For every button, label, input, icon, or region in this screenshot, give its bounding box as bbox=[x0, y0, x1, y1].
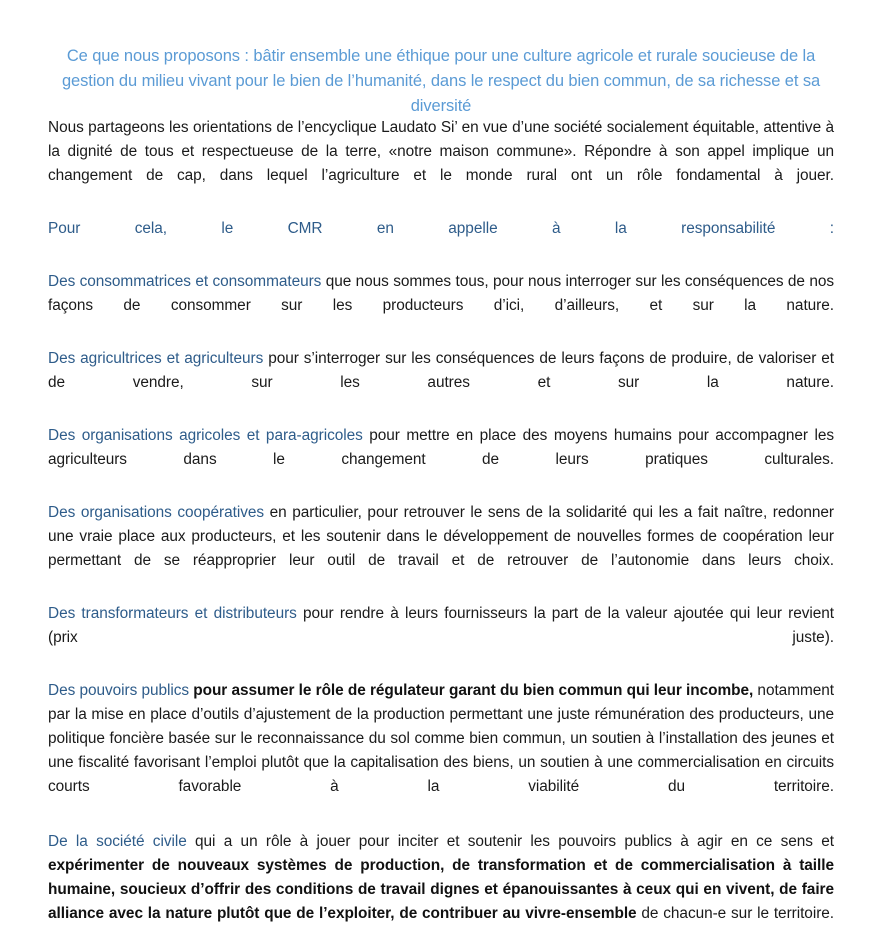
paragraph-intro bbox=[48, 116, 834, 212]
paragraph-cooperatives bbox=[48, 501, 834, 597]
paragraph-consommateurs-lead: Des consommatrices et consommateurs bbox=[48, 273, 322, 290]
paragraph-transformateurs-text: pour rendre à leurs fournisseurs la part de la valeur ajoutée qui leur revient (prix juste). bbox=[48, 605, 834, 646]
paragraph-cooperatives-text: en particulier, pour retrouver le sens de la solidarité qui les a fait naître, redonner une vraie place aux producteurs, et les soutenir dans le développement de nouvelles formes de coopération leur permettant de se réapproprier leur outil de travail et de retrouver de l’autonomie dans leurs choix. bbox=[48, 504, 834, 569]
paragraph-consommateurs bbox=[48, 270, 834, 342]
paragraph-societe-civile-tail: de chacun-e sur le territoire. bbox=[636, 905, 835, 922]
paragraph-pouvoirs-publics bbox=[48, 679, 834, 823]
paragraph-societe-civile bbox=[48, 830, 834, 950]
paragraph-consommateurs-text: que nous sommes tous, pour nous interroger sur les conséquences de nos façons de consommer sur les producteurs d’ici, d’ailleurs, et sur la nature. bbox=[48, 273, 835, 314]
paragraph-agriculteurs bbox=[48, 347, 834, 419]
document-body bbox=[48, 116, 834, 950]
paragraph-organisations-agricoles-text: pour mettre en place des moyens humains pour accompagner les agriculteurs dans le changement de leurs pratiques culturales. bbox=[48, 427, 834, 468]
paragraph-pouvoirs-publics-bold: pour assumer le rôle de régulateur garant du bien commun qui leur incombe, bbox=[189, 682, 754, 699]
paragraph-pouvoirs-publics-lead: Des pouvoirs publics bbox=[48, 682, 190, 699]
paragraph-organisations-agricoles bbox=[48, 424, 834, 496]
paragraph-organisations-agricoles-lead: Des organisations agricoles et para-agricoles bbox=[48, 427, 363, 444]
paragraph-intro-text: Nous partageons les orientations de l’encyclique Laudato Si’ en vue d’une société socialement équitable, attentive à la dignité de tous et respectueuse de la terre, «notre maison commune». Répondre à son appel implique un changement de cap, dans lequel l’agriculture et le monde rural ont un rôle fondamental à jouer. bbox=[48, 119, 834, 184]
paragraph-appel bbox=[48, 217, 834, 265]
paragraph-agriculteurs-lead: Des agricultrices et agriculteurs bbox=[48, 350, 264, 367]
paragraph-transformateurs bbox=[48, 602, 834, 674]
paragraph-transformateurs-lead: Des transformateurs et distributeurs bbox=[48, 605, 297, 622]
document-heading: Ce que nous proposons : bâtir ensemble une éthique pour une culture agricole et rurale soucieuse de la gestion du milieu vivant pour le bien de l’humanité, dans le respect du bien commun, de sa richesse et sa diversité bbox=[61, 47, 821, 116]
paragraph-cooperatives-lead: Des organisations coopératives bbox=[48, 504, 265, 521]
paragraph-societe-civile-bold: expérimenter de nouveaux systèmes de production, de transformation et de commercialisation à taille humaine, soucieux d’offrir des conditions de travail dignes et épanouissantes à ceux qui en vivent, de faire alliance avec la nature plutôt que de l’exploiter, de contribuer au vivre-ensemble bbox=[48, 857, 834, 922]
paragraph-societe-civile-lead: De la société civile bbox=[48, 833, 187, 850]
paragraph-appel-lead: Pour cela, le CMR en appelle à la responsabilité : bbox=[48, 220, 834, 237]
paragraph-agriculteurs-text: pour s’interroger sur les conséquences de leurs façons de produire, de valoriser et de vendre, sur les autres et sur la nature. bbox=[48, 350, 834, 391]
paragraph-societe-civile-text: qui a un rôle à jouer pour inciter et soutenir les pouvoirs publics à agir en ce sens et bbox=[186, 833, 834, 850]
paragraph-pouvoirs-publics-text: notamment par la mise en place d’outils d’ajustement de la production permettant une juste rémunération des producteurs, une politique foncière basée sur le reconnaissance du sol comme bien commun, un soutien à l’installation des jeunes et une fiscalité favorisant l’emploi plutôt que la capitalisation des biens, un soutien à une commercialisation en circuits courts favorable à la viabilité du territoire. bbox=[48, 682, 834, 795]
